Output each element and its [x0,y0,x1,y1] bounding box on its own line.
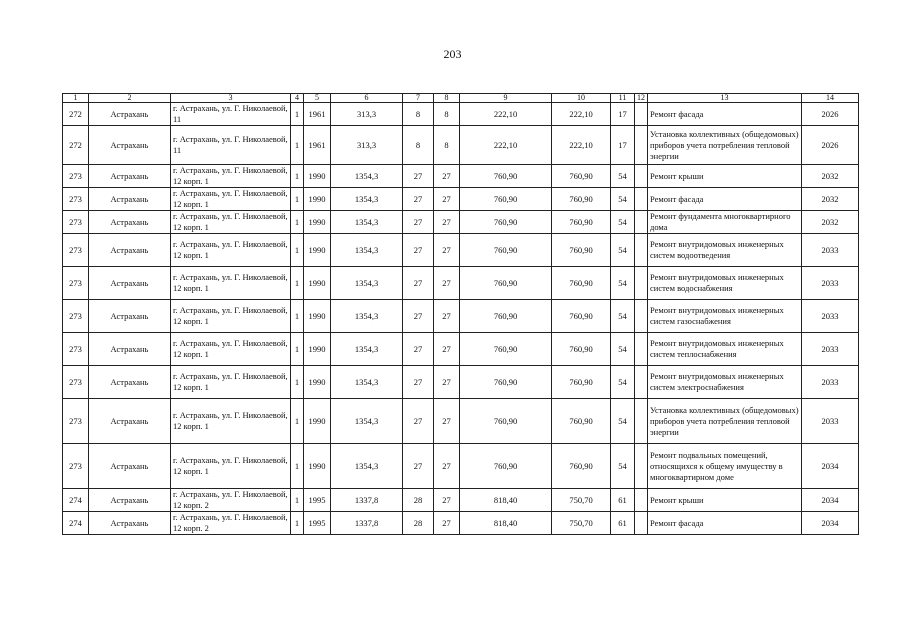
cell-4-cell: 1 [291,489,304,512]
table-row [63,234,859,267]
row-number-cell: 273 [63,267,89,300]
cell-10-cell: 222,10 [552,103,611,126]
header-cell-12: 12 [635,94,648,103]
cell-12-cell [635,333,648,366]
cell-9-cell: 760,90 [460,211,552,234]
row-number-cell: 273 [63,211,89,234]
row-number-cell: 274 [63,512,89,535]
row-number-cell: 273 [63,444,89,489]
cell-7-cell: 8 [403,126,434,165]
cell-11-cell: 54 [611,300,635,333]
cell-12-cell [635,399,648,444]
cell-11-cell: 54 [611,444,635,489]
work-type-cell: Ремонт внутридомовых инженерных систем водоотведения [648,234,802,267]
cell-7-cell: 27 [403,211,434,234]
planned-year-cell: 2034 [802,489,859,512]
address-cell: г. Астрахань, ул. Г. Николаевой, 12 корп. 2 [171,489,291,512]
city-cell: Астрахань [89,267,171,300]
cell-12-cell [635,234,648,267]
header-cell-10: 10 [552,94,611,103]
cell-4-cell: 1 [291,165,304,188]
header-cell-7: 7 [403,94,434,103]
total-area-cell: 1354,3 [331,366,403,399]
city-cell: Астрахань [89,103,171,126]
city-cell: Астрахань [89,126,171,165]
build-year-cell: 1990 [304,300,331,333]
cell-10-cell: 750,70 [552,512,611,535]
city-cell: Астрахань [89,366,171,399]
cell-12-cell [635,267,648,300]
row-number-cell: 273 [63,234,89,267]
cell-11-cell: 17 [611,103,635,126]
work-type-cell: Ремонт внутридомовых инженерных систем теплоснабжения [648,333,802,366]
table-row [63,267,859,300]
cell-4-cell: 1 [291,366,304,399]
build-year-cell: 1990 [304,165,331,188]
row-number-cell: 274 [63,489,89,512]
header-cell-13: 13 [648,94,802,103]
city-cell: Астрахань [89,399,171,444]
city-cell: Астрахань [89,300,171,333]
cell-4-cell: 1 [291,267,304,300]
address-cell: г. Астрахань, ул. Г. Николаевой, 12 корп. 1 [171,234,291,267]
cell-11-cell: 54 [611,267,635,300]
city-cell: Астрахань [89,165,171,188]
cell-9-cell: 222,10 [460,126,552,165]
cell-9-cell: 760,90 [460,444,552,489]
cell-11-cell: 54 [611,399,635,444]
cell-11-cell: 54 [611,165,635,188]
cell-9-cell: 222,10 [460,103,552,126]
table-row [63,211,859,234]
total-area-cell: 1354,3 [331,267,403,300]
planned-year-cell: 2033 [802,300,859,333]
planned-year-cell: 2033 [802,399,859,444]
address-cell: г. Астрахань, ул. Г. Николаевой, 12 корп. 1 [171,399,291,444]
build-year-cell: 1990 [304,399,331,444]
header-cell-5: 5 [304,94,331,103]
table-row [63,126,859,165]
total-area-cell: 1354,3 [331,333,403,366]
header-cell-1: 1 [63,94,89,103]
address-cell: г. Астрахань, ул. Г. Николаевой, 12 корп. 2 [171,512,291,535]
cell-4-cell: 1 [291,444,304,489]
cell-11-cell: 17 [611,126,635,165]
cell-12-cell [635,126,648,165]
cell-10-cell: 760,90 [552,333,611,366]
cell-7-cell: 28 [403,489,434,512]
cell-7-cell: 27 [403,300,434,333]
header-cell-6: 6 [331,94,403,103]
cell-8-cell: 27 [434,512,460,535]
cell-7-cell: 27 [403,267,434,300]
planned-year-cell: 2033 [802,333,859,366]
cell-12-cell [635,165,648,188]
total-area-cell: 313,3 [331,103,403,126]
cell-7-cell: 8 [403,103,434,126]
work-type-cell: Ремонт фасада [648,103,802,126]
cell-11-cell: 54 [611,188,635,211]
build-year-cell: 1961 [304,126,331,165]
build-year-cell: 1990 [304,188,331,211]
header-row [63,94,859,103]
cell-7-cell: 28 [403,512,434,535]
city-cell: Астрахань [89,211,171,234]
address-cell: г. Астрахань, ул. Г. Николаевой, 11 [171,126,291,165]
cell-12-cell [635,300,648,333]
header-cell-4: 4 [291,94,304,103]
cell-8-cell: 27 [434,399,460,444]
cell-9-cell: 760,90 [460,300,552,333]
total-area-cell: 1354,3 [331,300,403,333]
cell-11-cell: 61 [611,489,635,512]
cell-12-cell [635,444,648,489]
table-row [63,399,859,444]
city-cell: Астрахань [89,512,171,535]
cell-4-cell: 1 [291,188,304,211]
cell-4-cell: 1 [291,211,304,234]
cell-9-cell: 818,40 [460,489,552,512]
planned-year-cell: 2026 [802,103,859,126]
city-cell: Астрахань [89,444,171,489]
capital-repair-table [62,93,859,535]
cell-11-cell: 54 [611,333,635,366]
work-type-cell: Установка коллективных (общедомовых) приборов учета потребления тепловой энергии [648,399,802,444]
cell-8-cell: 27 [434,165,460,188]
planned-year-cell: 2034 [802,444,859,489]
cell-4-cell: 1 [291,512,304,535]
table-row [63,444,859,489]
cell-10-cell: 760,90 [552,211,611,234]
total-area-cell: 1354,3 [331,399,403,444]
cell-9-cell: 760,90 [460,399,552,444]
row-number-cell: 273 [63,333,89,366]
cell-10-cell: 222,10 [552,126,611,165]
row-number-cell: 273 [63,300,89,333]
header-cell-3: 3 [171,94,291,103]
cell-12-cell [635,211,648,234]
cell-10-cell: 760,90 [552,399,611,444]
total-area-cell: 1337,8 [331,512,403,535]
header-cell-2: 2 [89,94,171,103]
planned-year-cell: 2032 [802,211,859,234]
address-cell: г. Астрахань, ул. Г. Николаевой, 12 корп. 1 [171,300,291,333]
row-number-cell: 272 [63,126,89,165]
cell-4-cell: 1 [291,333,304,366]
work-type-cell: Ремонт фасада [648,512,802,535]
cell-4-cell: 1 [291,399,304,444]
city-cell: Астрахань [89,234,171,267]
total-area-cell: 1354,3 [331,165,403,188]
cell-7-cell: 27 [403,366,434,399]
cell-9-cell: 760,90 [460,333,552,366]
cell-10-cell: 760,90 [552,366,611,399]
header-cell-11: 11 [611,94,635,103]
build-year-cell: 1961 [304,103,331,126]
planned-year-cell: 2033 [802,267,859,300]
planned-year-cell: 2032 [802,165,859,188]
cell-7-cell: 27 [403,165,434,188]
total-area-cell: 1354,3 [331,211,403,234]
cell-8-cell: 8 [434,126,460,165]
work-type-cell: Ремонт фундамента многоквартирного дома [648,211,802,234]
row-number-cell: 272 [63,103,89,126]
address-cell: г. Астрахань, ул. Г. Николаевой, 12 корп. 1 [171,444,291,489]
total-area-cell: 1354,3 [331,188,403,211]
cell-8-cell: 27 [434,300,460,333]
cell-12-cell [635,512,648,535]
total-area-cell: 1354,3 [331,444,403,489]
cell-8-cell: 27 [434,333,460,366]
build-year-cell: 1995 [304,489,331,512]
planned-year-cell: 2033 [802,366,859,399]
table-row [63,512,859,535]
table-row [63,489,859,512]
total-area-cell: 313,3 [331,126,403,165]
address-cell: г. Астрахань, ул. Г. Николаевой, 12 корп. 1 [171,165,291,188]
row-number-cell: 273 [63,188,89,211]
cell-9-cell: 760,90 [460,165,552,188]
cell-8-cell: 27 [434,267,460,300]
build-year-cell: 1990 [304,267,331,300]
table-row [63,165,859,188]
cell-8-cell: 27 [434,366,460,399]
planned-year-cell: 2033 [802,234,859,267]
city-cell: Астрахань [89,489,171,512]
work-type-cell: Ремонт внутридомовых инженерных систем электроснабжения [648,366,802,399]
page-number: 203 [443,47,462,61]
cell-9-cell: 760,90 [460,267,552,300]
row-number-cell: 273 [63,399,89,444]
city-cell: Астрахань [89,333,171,366]
total-area-cell: 1354,3 [331,234,403,267]
cell-10-cell: 760,90 [552,234,611,267]
cell-9-cell: 818,40 [460,512,552,535]
cell-7-cell: 27 [403,234,434,267]
work-type-cell: Ремонт внутридомовых инженерных систем водоснабжения [648,267,802,300]
cell-4-cell: 1 [291,126,304,165]
cell-8-cell: 27 [434,444,460,489]
build-year-cell: 1990 [304,211,331,234]
row-number-cell: 273 [63,366,89,399]
table-row [63,366,859,399]
cell-12-cell [635,366,648,399]
table-row [63,333,859,366]
cell-7-cell: 27 [403,444,434,489]
work-type-cell: Ремонт внутридомовых инженерных систем газоснабжения [648,300,802,333]
header-cell-8: 8 [434,94,460,103]
cell-10-cell: 760,90 [552,188,611,211]
planned-year-cell: 2034 [802,512,859,535]
build-year-cell: 1990 [304,333,331,366]
work-type-cell: Установка коллективных (общедомовых) приборов учета потребления тепловой энергии [648,126,802,165]
address-cell: г. Астрахань, ул. Г. Николаевой, 12 корп. 1 [171,188,291,211]
cell-4-cell: 1 [291,103,304,126]
work-type-cell: Ремонт крыши [648,165,802,188]
table-row [63,188,859,211]
planned-year-cell: 2032 [802,188,859,211]
cell-12-cell [635,489,648,512]
cell-10-cell: 760,90 [552,444,611,489]
cell-8-cell: 8 [434,103,460,126]
build-year-cell: 1990 [304,234,331,267]
cell-9-cell: 760,90 [460,234,552,267]
cell-4-cell: 1 [291,234,304,267]
cell-7-cell: 27 [403,333,434,366]
address-cell: г. Астрахань, ул. Г. Николаевой, 11 [171,103,291,126]
cell-7-cell: 27 [403,188,434,211]
planned-year-cell: 2026 [802,126,859,165]
cell-12-cell [635,103,648,126]
build-year-cell: 1990 [304,366,331,399]
cell-10-cell: 760,90 [552,165,611,188]
cell-8-cell: 27 [434,188,460,211]
build-year-cell: 1990 [304,444,331,489]
address-cell: г. Астрахань, ул. Г. Николаевой, 12 корп. 1 [171,366,291,399]
cell-10-cell: 750,70 [552,489,611,512]
city-cell: Астрахань [89,188,171,211]
cell-10-cell: 760,90 [552,267,611,300]
cell-7-cell: 27 [403,399,434,444]
cell-8-cell: 27 [434,234,460,267]
cell-11-cell: 54 [611,211,635,234]
row-number-cell: 273 [63,165,89,188]
cell-4-cell: 1 [291,300,304,333]
cell-9-cell: 760,90 [460,366,552,399]
table-row [63,103,859,126]
header-cell-14: 14 [802,94,859,103]
cell-8-cell: 27 [434,211,460,234]
work-type-cell: Ремонт крыши [648,489,802,512]
cell-10-cell: 760,90 [552,300,611,333]
work-type-cell: Ремонт подвальных помещений, относящихся к общему имуществу в многоквартирном доме [648,444,802,489]
table-row [63,300,859,333]
address-cell: г. Астрахань, ул. Г. Николаевой, 12 корп. 1 [171,267,291,300]
work-type-cell: Ремонт фасада [648,188,802,211]
cell-11-cell: 54 [611,234,635,267]
cell-11-cell: 54 [611,366,635,399]
cell-12-cell [635,188,648,211]
address-cell: г. Астрахань, ул. Г. Николаевой, 12 корп. 1 [171,211,291,234]
total-area-cell: 1337,8 [331,489,403,512]
build-year-cell: 1995 [304,512,331,535]
cell-11-cell: 61 [611,512,635,535]
cell-8-cell: 27 [434,489,460,512]
header-cell-9: 9 [460,94,552,103]
cell-9-cell: 760,90 [460,188,552,211]
address-cell: г. Астрахань, ул. Г. Николаевой, 12 корп. 1 [171,333,291,366]
